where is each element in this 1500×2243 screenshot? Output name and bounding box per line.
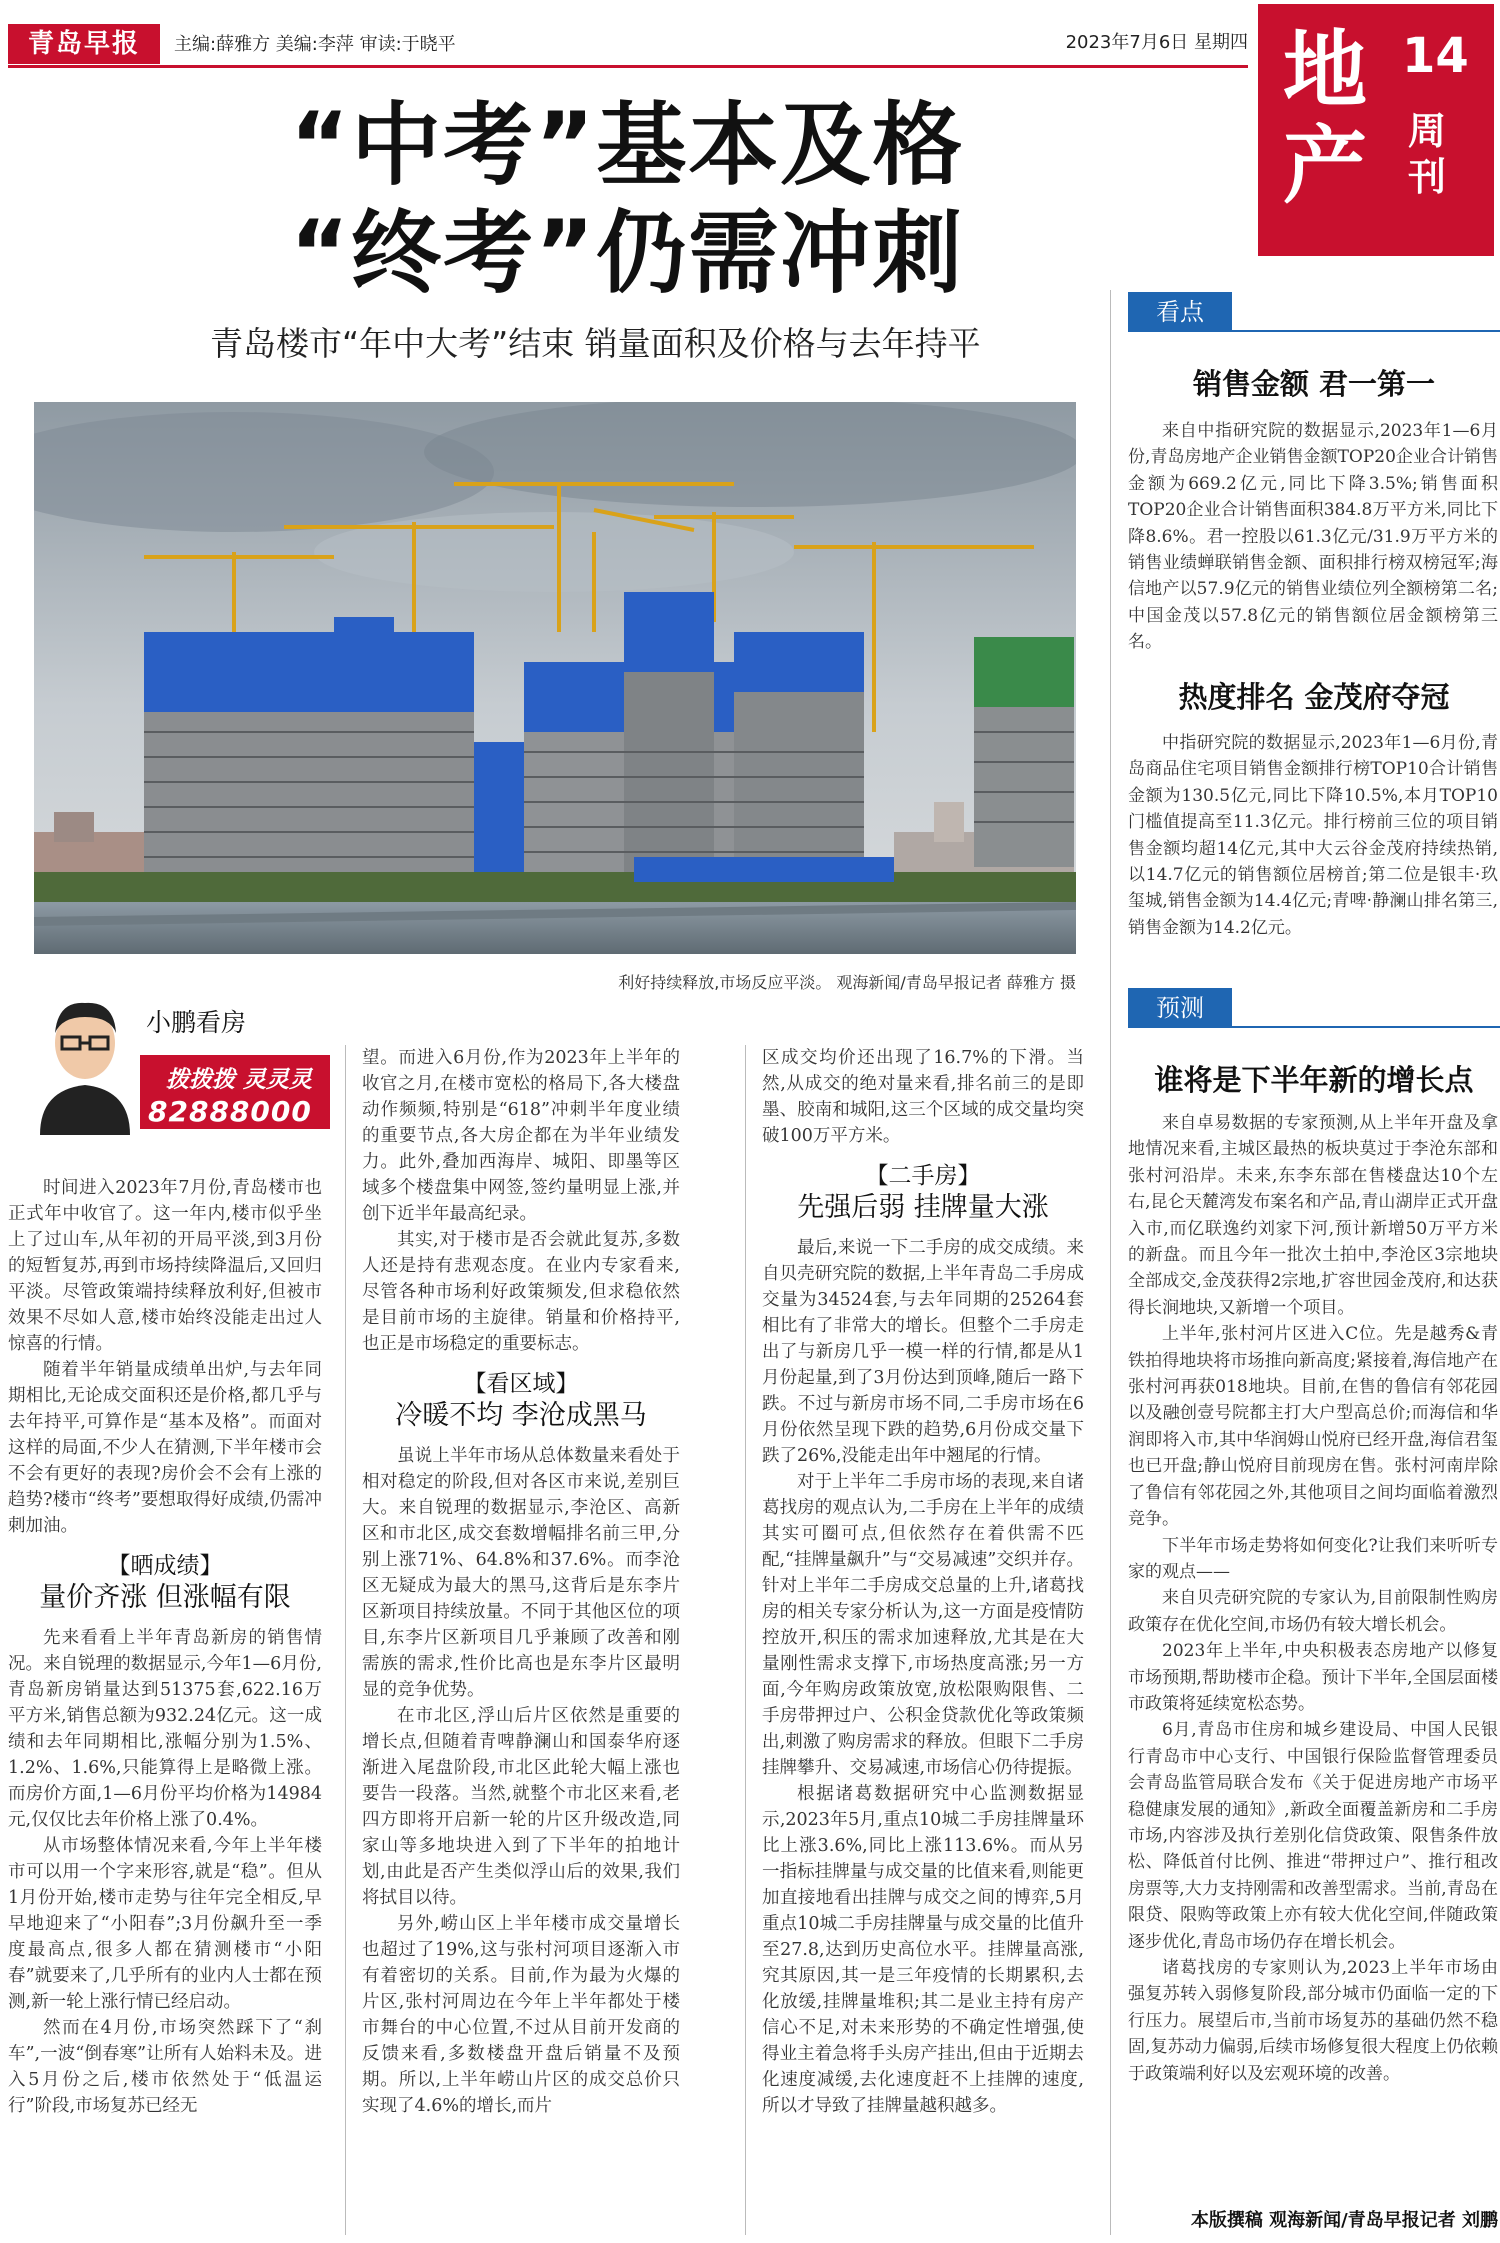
section-kicker: 冷暖不均 李沧成黑马 xyxy=(395,1400,647,1431)
photo-caption: 利好持续释放,市场反应平淡。 观海新闻/青岛早报记者 薛雅方 摄 xyxy=(618,973,1076,992)
subheadline: 青岛楼市“年中大考”结束 销量面积及价格与去年持平 xyxy=(210,324,981,363)
paragraph: 对于上半年二手房市场的表现,来自诸葛找房的观点认为,二手房在上半年的成绩其实可圈可点,但依然存在着供需不匹配,“挂牌量飙升”与“交易减速”交织并存。针对上半年二手房成交总量的上升,诸葛找房的相关专家分析认为,这一方面是疫情防控放开,积压的需求加速释放,尤其是在大量刚性需求支撑下,市场热度高涨;另一方面,今年购房政策放宽,放松限购限售、二手房带押过户、公积金贷款优化等政策频出,刺激了购房需求的释放。但眼下二手房挂牌攀升、交易减速,市场信心仍待提振。 xyxy=(762,1472,1084,1778)
section-name: 地产 xyxy=(1282,21,1367,215)
section-block xyxy=(1258,4,1494,256)
editor-credits: 主编:薛雅方 美编:李萍 审读:于晓平 xyxy=(174,34,456,55)
newspaper-logo: 青岛早报 xyxy=(8,24,160,64)
paragraph: 虽说上半年市场从总体数量来看处于相对稳定的阶段,但对各区市来说,差别巨大。来自锐理的数据显示,李沧区、高新区和市北区,成交套数增幅排名前三甲,分别上涨71%、64.8%和37.6%。而李沧区无疑成为最大的黑马,这背后是东李片区新项目持续放量。不同于其他区位的项目,东李片区新项目几乎兼顾了改善和刚需族的需求,性价比高也是东李片区最明显的竞争优势。 xyxy=(362,1446,680,1700)
article-column-1 xyxy=(8,1175,322,2119)
column-divider xyxy=(345,1045,346,2235)
headline-line-2: “终考”仍需冲刺 xyxy=(290,201,965,306)
sidebar-divider xyxy=(1110,290,1111,2235)
paragraph: 时间进入2023年7月份,青岛楼市也正式年中收官了。这一年内,楼市似乎坐上了过山车,从年初的开局平淡,到3月份的短暂复苏,再到市场持续降温后,又回归平淡。尽管政策端持续释放利好,但被市效果不尽如人意,楼市始终没能走出过人惊喜的行情。 xyxy=(8,1178,322,1354)
paragraph: 区成交均价还出现了16.7%的下滑。当然,从成交的绝对量来看,排名前三的是即墨、胶南和城阳,这三个区域的成交量均突破100万平方米。 xyxy=(762,1048,1084,1146)
sidebar-tag-forecast: 预测 xyxy=(1128,988,1232,1028)
article-column-2 xyxy=(362,1045,680,2119)
section-kicker: 量价齐涨 但涨幅有限 xyxy=(39,1582,291,1613)
paragraph: 中指研究院的数据显示,2023年1—6月份,青岛商品住宅项目销售金额排行榜TOP10合计销售金额为130.5亿元,同比下降10.5%,本月TOP10门槛值提高至11.3亿元。排行榜前三位的项目销售金额均超14亿元,其中大云谷金茂府持续热销,以14.7亿元的销售额位居榜首;第二位是银丰·玖玺城,销售金额为14.4亿元;青啤·静澜山排名第三,销售金额为14.2亿元。 xyxy=(1128,733,1498,938)
paragraph: 根据诸葛数据研究中心监测数据显示,2023年5月,重点10城二手房挂牌量环比上涨3.6%,同比上涨113.6%。而从另一指标挂牌量与成交量的比值来看,则能更加直接地看出挂牌与成交之间的博弈,5月重点10城二手房挂牌量与成交量的比值升至27.8,达到历史高位水平。挂牌量高涨,究其原因,其一是三年疫情的长期累积,去化放缓,挂牌量堆积;其二是业主持有房产信心不足,对未来形势的不确定性增强,使得业主着急将手头房产挂出,但由于近期去化速度减缓,去化速度赶不上挂牌的速度,所以才导致了挂牌量越积越多。 xyxy=(762,1784,1084,2116)
paragraph: 随着半年销量成绩单出炉,与去年同期相比,无论成交面积还是价格,都几乎与去年持平,可算作是“基本及格”。而面对这样的局面,不少人在猜测,下半年楼市会不会有更好的表现?房价会不会有上涨的趋势?楼市“终考”要想取得好成绩,仍需冲刺加油。 xyxy=(8,1360,322,1536)
paragraph: 从市场整体情况来看,今年上半年楼市可以用一个字来形容,就是“稳”。但从1月份开始,楼市走势与往年完全相反,早早地迎来了“小阳春”;3月份飙升至一季度最高点,很多人都在猜测楼市“小阳春”就要来了,几乎所有的业内人士都在预测,新一轮上涨行情已经启动。 xyxy=(8,1836,322,2012)
paragraph: 下半年市场走势将如何变化?让我们来听听专家的观点—— xyxy=(1128,1535,1498,1582)
paragraph: 最后,来说一下二手房的成交成绩。来自贝壳研究院的数据,上半年青岛二手房成交量为34524套,与去年同期的25264套相比有了非常大的增长。但整个二手房走出了与新房几乎一模一样的行情,都是从1月份起量,到了3月份达到顶峰,随后一路下跌。不过与新房市场不同,二手房市场在6月份依然呈现下跌的趋势,6月份成交量下跌了26%,没能走出年中翘尾的行情。 xyxy=(762,1238,1084,1466)
construction-photo xyxy=(34,402,1076,954)
sidebar-heading: 谁将是下半年新的增长点 xyxy=(1154,1063,1474,1097)
sidebar-article xyxy=(1128,418,1498,656)
paragraph: 来自贝壳研究院的专家认为,目前限制性购房政策存在优化空间,市场仍有较大增长机会。 xyxy=(1128,1588,1498,1635)
paragraph: 望。而进入6月份,作为2023年上半年的收官之月,在楼市宽松的格局下,各大楼盘动作频频,特别是“618”冲刺半年度业绩的重要节点,各大房企都在为半年业绩发力。此外,叠加西海岸、城阳、即墨等区域多个楼盘集中网签,签约量明显上涨,并创下近半年最高纪录。 xyxy=(362,1048,680,1224)
paragraph: 先来看看上半年青岛新房的销售情况。来自锐理的数据显示,今年1—6月份,青岛新房销量达到51375套,622.16万平方米,销售总额为932.24亿元。这一成绩和去年同期相比,涨幅分别为1.5%、1.2%、1.6%,只能算得上是略微上涨。而房价方面,1—6月份平均价格为14984元,仅仅比去年价格上涨了0.4%。 xyxy=(8,1628,322,1830)
paragraph: 诸葛找房的专家则认为,2023上半年市场由强复苏转入弱修复阶段,部分城市仍面临一定的下行压力。展望后市,当前市场复苏的基础仍然不稳固,复苏动力偏弱,后续市场修复很大程度上仍依赖于政策端利好以及宏观环境的改善。 xyxy=(1128,1958,1498,2084)
masthead xyxy=(8,22,1248,68)
hotline-badge xyxy=(140,1055,330,1129)
sidebar-heading: 热度排名 金茂府夺冠 xyxy=(1178,680,1450,714)
column-divider xyxy=(745,1045,746,2235)
hotline-number: 82888000 xyxy=(148,1095,312,1128)
section-marker: 【看区域】 xyxy=(463,1371,579,1397)
sidebar-heading: 销售金额 君一第一 xyxy=(1192,367,1436,401)
author-column-title: 小鹏看房 xyxy=(146,1008,247,1037)
section-marker: 【二手房】 xyxy=(865,1163,981,1189)
sidebar-tag-highlights: 看点 xyxy=(1128,292,1232,332)
section-kicker: 先强后弱 挂牌量大涨 xyxy=(797,1192,1049,1223)
paragraph: 2023年上半年,中央积极表态房地产以修复市场预期,帮助楼市企稳。预计下半年,全国层面楼市政策将延续宽松态势。 xyxy=(1128,1641,1498,1714)
issue-date: 2023年7月6日 星期四 xyxy=(1065,32,1248,53)
hotline-label: 拨拨拨 灵灵灵 xyxy=(166,1067,313,1093)
paragraph: 其实,对于楼市是否会就此复苏,多数人还是持有悲观态度。在业内专家看来,尽管各种市场利好政策频发,但求稳依然是目前市场的主旋律。销量和价格持平,也正是市场稳定的重要标志。 xyxy=(362,1230,680,1354)
headline xyxy=(290,92,1220,308)
author-block xyxy=(30,985,350,1150)
paragraph: 然而在4月份,市场突然踩下了“刹车”,一波“倒春寒”让所有人始料未及。进入5月份之后,楼市依然处于“低温运行”阶段,市场复苏已经无 xyxy=(8,2018,322,2116)
page-byline: 本版撰稿 观海新闻/青岛早报记者 刘鹏 xyxy=(1190,2210,1498,2231)
paragraph: 来自卓易数据的专家预测,从上半年开盘及拿地情况来看,主城区最热的板块莫过于李沧东部和张村河沿岸。未来,东李东部在售楼盘达10个左右,昆仑天麓湾发布案名和产品,青山湖岸正式开盘入市,而亿联逸约刘家下河,预计新增50万平方米的新盘。而且今年一批次土拍中,李沧区3宗地块全部成交,金茂获得2宗地,扩容世园金茂府,和达获得长涧地块,又新增一个项目。 xyxy=(1128,1113,1498,1318)
tag-underline xyxy=(1128,330,1500,332)
headline-line-1: “中考”基本及格 xyxy=(290,93,965,198)
paragraph: 来自中指研究院的数据显示,2023年1—6月份,青岛房地产企业销售金额TOP20企业合计销售金额为669.2亿元,同比下降3.5%;销售面积TOP20企业合计销售面积384.8万平方米,同比下降8.6%。君一控股以61.3亿元/31.9万平方米的销售业绩蝉联销售金额、面积排行榜双榜冠军;海信地产以57.9亿元的销售业绩位列全额榜第二名;中国金茂以57.8亿元的销售额位居金额榜第三名。 xyxy=(1128,421,1498,653)
sidebar-article xyxy=(1128,730,1498,941)
sidebar-article xyxy=(1128,1110,1498,2087)
weekly-label: 周刊 xyxy=(1408,109,1447,199)
author-portrait xyxy=(30,985,140,1135)
paragraph: 上半年,张村河片区进入C位。先是越秀&青铁拍得地块将市场推向新高度;紧接着,海信地产在张村河再获018地块。目前,在售的鲁信有邻花园以及融创壹号院都主打大户型高总价;而海信和华润即将入市,其中华润姆山悦府已经开盘,海信君玺也已开盘;静山悦府目前现房在售。张村河南岸除了鲁信有邻花园之外,其他项目之间均面临着激烈竞争。 xyxy=(1128,1324,1498,1530)
page-number: 14 xyxy=(1402,28,1469,84)
paragraph: 6月,青岛市住房和城乡建设局、中国人民银行青岛市中心支行、中国银行保险监督管理委员会青岛监管局联合发布《关于促进房地产市场平稳健康发展的通知》,新政全面覆盖新房和二手房市场,内容涉及执行差别化信贷政策、限售条件放松、降低首付比例、推进“带押过户”、推行租改房票等,大力支持刚需和改善型需求。当前,青岛在限贷、限购等政策上亦有较大优化空间,伴随政策逐步优化,青岛市场仍存在增长机会。 xyxy=(1128,1720,1498,1952)
paragraph: 另外,崂山区上半年楼市成交量增长也超过了19%,这与张村河项目逐渐入市有着密切的关系。目前,作为最为火爆的片区,张村河周边在今年上半年都处于楼市舞台的中心位置,不过从目前开发商的反馈来看,多数楼盘开盘后销量不及预期。所以,上半年崂山片区的成交总价只实现了4.6%的增长,而片 xyxy=(362,1914,680,2116)
section-marker: 【晒成绩】 xyxy=(107,1553,223,1579)
construction-site-image xyxy=(34,402,1076,954)
article-column-3 xyxy=(762,1045,1084,2119)
paragraph: 在市北区,浮山后片区依然是重要的增长点,但随着青啤静澜山和国泰华府逐渐进入尾盘阶段,市北区此轮大幅上涨也要告一段落。当然,就整个市北区来看,老四方即将开启新一轮的片区升级改造,同家山等多地块进入到了下半年的拍地计划,由此是否产生类似浮山后的效果,我们将拭目以待。 xyxy=(362,1706,680,1908)
tag-underline xyxy=(1128,1026,1500,1028)
